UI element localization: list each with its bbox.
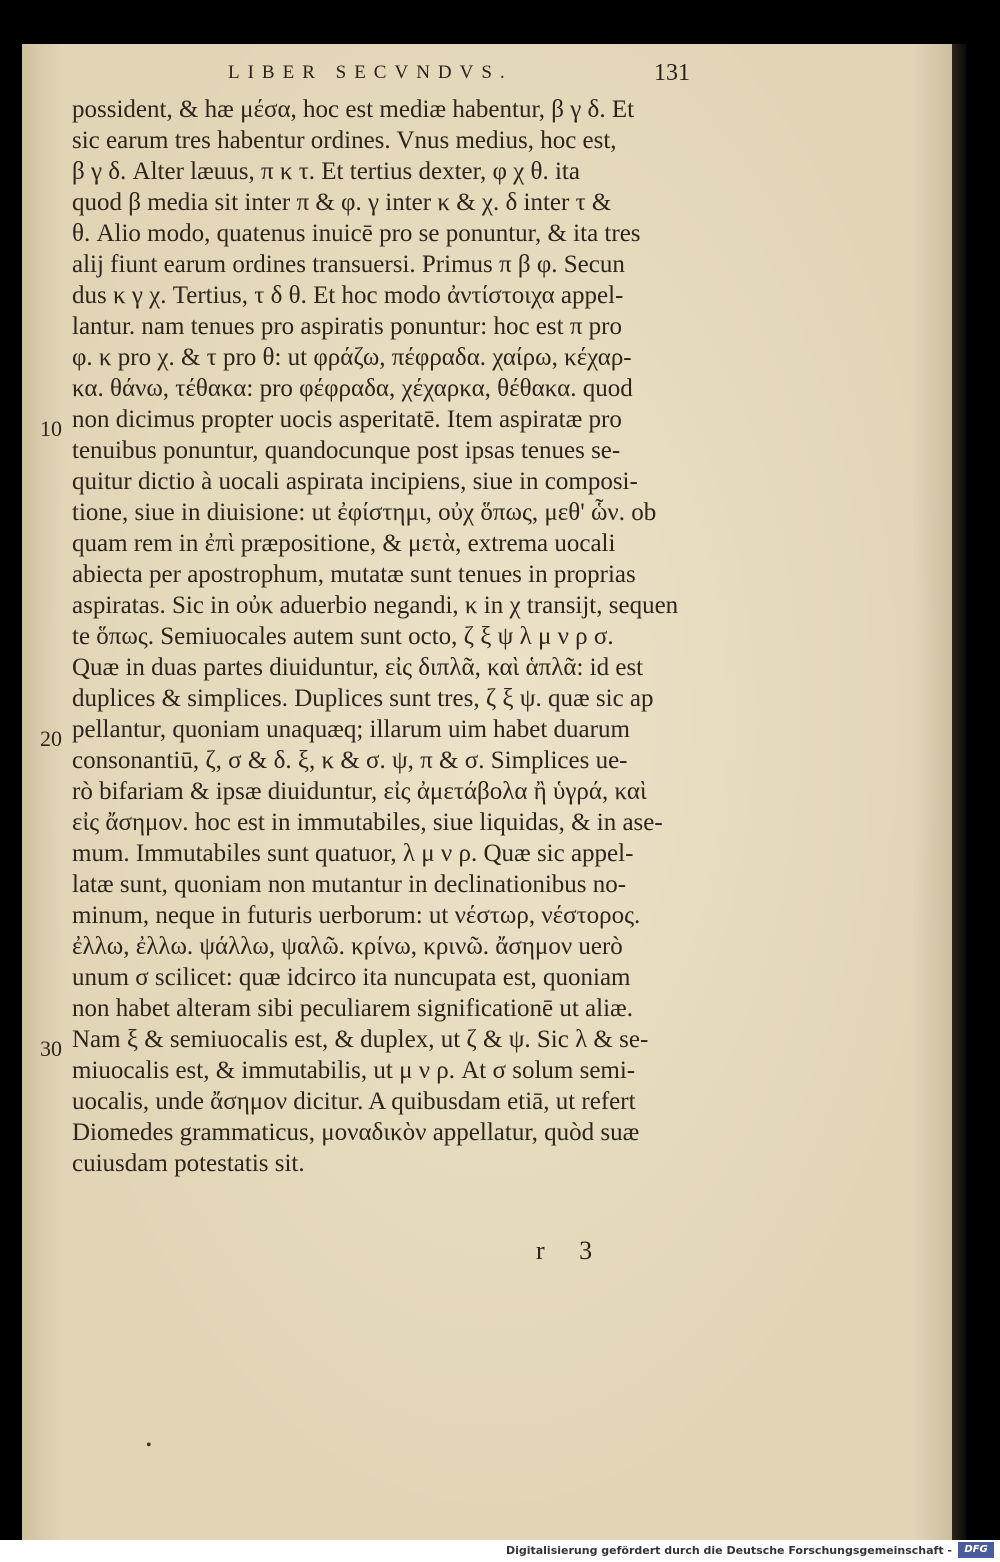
- text-line: consonantiū, ζ, σ & δ. ξ, κ & σ. ψ, π & σ. Simplices ue-: [72, 747, 628, 774]
- running-head: LIBER SECVNDVS.: [228, 62, 513, 83]
- text-line: Diomedes grammaticus, μοναδικὸν appellatur, quòd suæ: [72, 1119, 640, 1146]
- text-line: quitur dictio à uocali aspirata incipiens, siue in composi-: [72, 468, 638, 495]
- text-line: dus κ γ χ. Tertius, τ δ θ. Et hoc modo ἀντίστοιχα appel-: [72, 282, 624, 309]
- line-number-10: 10: [40, 416, 62, 441]
- text-line: abiecta per apostrophum, mutatæ sunt tenues in proprias: [72, 561, 636, 588]
- page-edge: [952, 44, 966, 1540]
- text-line: non dicimus propter uocis asperitatē. Item aspiratæ pro: [72, 406, 622, 433]
- text-line: unum σ scilicet: quæ idcirco ita nuncupata est, quoniam: [72, 964, 631, 991]
- text-line: tenuibus ponuntur, quandocunque post ipsas tenues se-: [72, 437, 621, 464]
- text-line: θ. Alio modo, quatenus inuicē pro se ponuntur, & ita tres: [72, 220, 641, 247]
- text-line: lantur. nam tenues pro aspiratis ponuntur: hoc est π pro: [72, 313, 623, 340]
- text-line: εἰς ἄσημον. hoc est in immutabiles, siue liquidas, & in ase-: [72, 809, 663, 836]
- text-line: miuocalis est, & immutabilis, ut μ ν ρ. At σ solum semi-: [72, 1057, 636, 1084]
- text-line: sic earum tres habentur ordines. Vnus medius, hoc est,: [72, 127, 617, 154]
- text-line: pellantur, quoniam unaquæq; illarum uim habet duarum: [72, 716, 630, 743]
- body-text: [72, 94, 692, 1179]
- text-line: ἐλλω, ἐλλω. ψάλλω, ψαλῶ. κρίνω, κρινῶ. ἄσημον uerò: [72, 933, 623, 960]
- text-line: te ὅπως. Semiuocales autem sunt octo, ζ ξ ψ λ μ ν ρ σ.: [72, 623, 614, 650]
- text-line: uocalis, unde ἄσημον dicitur. A quibusdam etiā, ut refert: [72, 1088, 636, 1115]
- text-line: minum, neque in futuris uerborum: ut νέστωρ, νέστορος.: [72, 902, 641, 929]
- text-line: tione, siue in diuisione: ut ἐφίστημι, οὐχ ὅπως, μεθ' ὧν. ob: [72, 499, 657, 526]
- text-line: κα. θάνω, τέθακα: pro φέφραδα, χέχαρκα, θέθακα. quod: [72, 375, 633, 402]
- ink-dot: •: [146, 1437, 152, 1454]
- text-line: aspiratas. Sic in οὐκ aduerbio negandi, κ in χ transijt, sequen: [72, 592, 679, 619]
- line-number-20: 20: [40, 726, 62, 751]
- signature-mark: r 3: [536, 1236, 607, 1265]
- text-line: possident, & hæ μέσα, hoc est mediæ habentur, β γ δ. Et: [72, 96, 635, 123]
- text-line: φ. κ pro χ. & τ pro θ: ut φράζω, πέφραδα. χαίρω, κέχαρ-: [72, 344, 632, 371]
- text-line: Quæ in duas partes diuiduntur, εἰς διπλᾶ, καὶ ἁπλᾶ: id est: [72, 654, 644, 681]
- text-line: quam rem in ἐπὶ præpositione, & μετὰ, extrema uocali: [72, 530, 616, 557]
- text-line: alij fiunt earum ordines transuersi. Primus π β φ. Secun: [72, 251, 625, 278]
- funding-credit: Digitalisierung gefördert durch die Deutsche Forschungsgemeinschaft -: [505, 1544, 952, 1557]
- folio-number: 131: [654, 60, 690, 86]
- text-line: latæ sunt, quoniam non mutantur in declinationibus no-: [72, 871, 627, 898]
- text-line: cuiusdam potestatis sit.: [72, 1150, 305, 1177]
- text-line: duplices & simplices. Duplices sunt tres, ζ ξ ψ. quæ sic ap: [72, 685, 654, 712]
- text-line: mum. Immutabiles sunt quatuor, λ μ ν ρ. Quæ sic appel-: [72, 840, 634, 867]
- text-line: Nam ξ & semiuocalis est, & duplex, ut ζ & ψ. Sic λ & se-: [72, 1026, 649, 1053]
- text-line: quod β media sit inter π & φ. γ inter κ & χ. δ inter τ &: [72, 189, 612, 216]
- text-line: non habet alteram sibi peculiarem significationē ut aliæ.: [72, 995, 633, 1022]
- dfg-logo-icon: DFG: [958, 1542, 994, 1558]
- text-line: rò bifariam & ipsæ diuiduntur, εἰς ἀμετάβολα ἢ ὑγρά, καὶ: [72, 778, 647, 805]
- line-number-30: 30: [40, 1036, 62, 1061]
- text-line: β γ δ. Alter læuus, π κ τ. Et tertius dexter, φ χ θ. ita: [72, 158, 580, 185]
- digitization-footer: [0, 1540, 1000, 1562]
